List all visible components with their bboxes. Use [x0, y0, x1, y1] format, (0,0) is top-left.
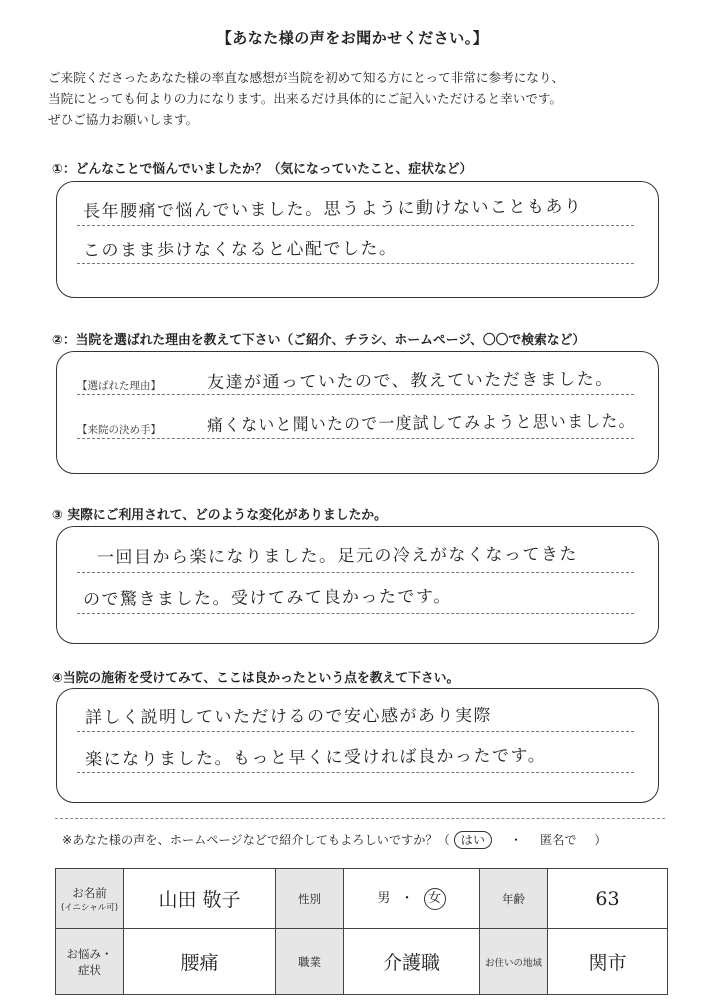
section-divider	[55, 818, 665, 819]
consent-close: ）	[594, 833, 607, 847]
gender-female-option[interactable]: 女	[424, 888, 446, 910]
intro-line: ご来院くださったあなた様の率直な感想が当院を初めて知る方にとって非常に参考になり、	[48, 70, 565, 85]
question-2-answer-line-1: 友達が通っていたので、教えていただきました。	[206, 369, 614, 393]
question-3-answer-line-2: ので驚きました。受けてみて良かったです。	[82, 586, 452, 610]
question-2-label: ②：当院を選ばれた理由を教えて下さい（ご紹介、チラシ、ホームページ、〇〇で検索など）	[52, 333, 586, 348]
question-3-label: ③ 実際にご利用されて、どのような変化がありましたか。	[52, 508, 387, 523]
intro-line: 当院にとっても何よりの力になります。出来るだけ具体的にご記入いただけると幸いです。	[48, 91, 563, 106]
respondent-info-table	[55, 868, 668, 995]
decision-factor-tag: 【来院の決め手】	[77, 424, 161, 436]
question-2-answer-box	[56, 351, 659, 474]
consent-anonymous-option[interactable]: 匿名で	[539, 833, 577, 847]
form-title: 【あなた様の声をお聞かせください。】	[216, 29, 489, 47]
selection-reason-tag: 【選ばれた理由】	[77, 380, 161, 392]
consent-text: ※あなた様の声を、ホームページなどで紹介してもよろしいですか？（	[62, 833, 450, 847]
question-4-answer-line-1: 詳しく説明していただけるので安心感があり実際	[84, 705, 493, 728]
question-4-answer-line-2: 楽になりました。もっと早くに受ければ良かったです。	[84, 745, 547, 770]
symptom-value[interactable]: 腰痛	[124, 929, 276, 995]
question-1-label: ①：どんなことで悩んでいましたか？（気になっていたこと、症状など）	[52, 162, 473, 177]
age-label: 年齢	[480, 869, 548, 929]
consent-question	[62, 831, 607, 849]
name-sublabel: (イニシャル可)	[60, 902, 119, 913]
occupation-value[interactable]: 介護職	[344, 929, 480, 995]
question-1-answer-line-1: 長年腰痛で悩んでいました。思うように動けないこともあり	[82, 196, 583, 222]
consent-separator: ・	[509, 833, 523, 847]
question-4-label: ④当院の施術を受けてみて、ここは良かったという点を教えて下さい。	[52, 671, 460, 686]
name-label-cell	[56, 869, 124, 929]
gender-male-option[interactable]: 男	[377, 891, 391, 906]
gender-options	[344, 869, 480, 929]
area-value[interactable]: 関市	[548, 929, 668, 995]
occupation-label: 職業	[276, 929, 344, 995]
gender-label: 性別	[276, 869, 344, 929]
question-4-answer-box	[56, 688, 659, 803]
name-value[interactable]: 山田 敬子	[124, 869, 276, 929]
question-1-answer-box	[56, 181, 659, 298]
symptom-label: お悩み・	[66, 946, 113, 961]
age-value[interactable]: 63	[548, 869, 668, 929]
intro-text	[48, 67, 678, 130]
question-3-answer-line-1: 一回目から楽になりました。足元の冷えがなくなってきた	[96, 544, 579, 568]
symptom-label-cell	[56, 929, 124, 995]
name-label: お名前	[72, 885, 107, 900]
area-label: お住いの地域	[480, 929, 548, 995]
symptom-label-2: 症状	[78, 962, 101, 977]
question-2-answer-line-2: 痛くないと聞いたので一度試してみようと思いました。	[206, 411, 636, 436]
question-3-answer-box	[56, 526, 659, 644]
intro-line: ぜひご協力お願いします。	[48, 112, 199, 127]
consent-yes-option[interactable]: はい	[454, 831, 492, 849]
question-1-answer-line-2: このまま歩けなくなると心配でした。	[82, 238, 398, 261]
gender-separator: ・	[400, 891, 414, 906]
